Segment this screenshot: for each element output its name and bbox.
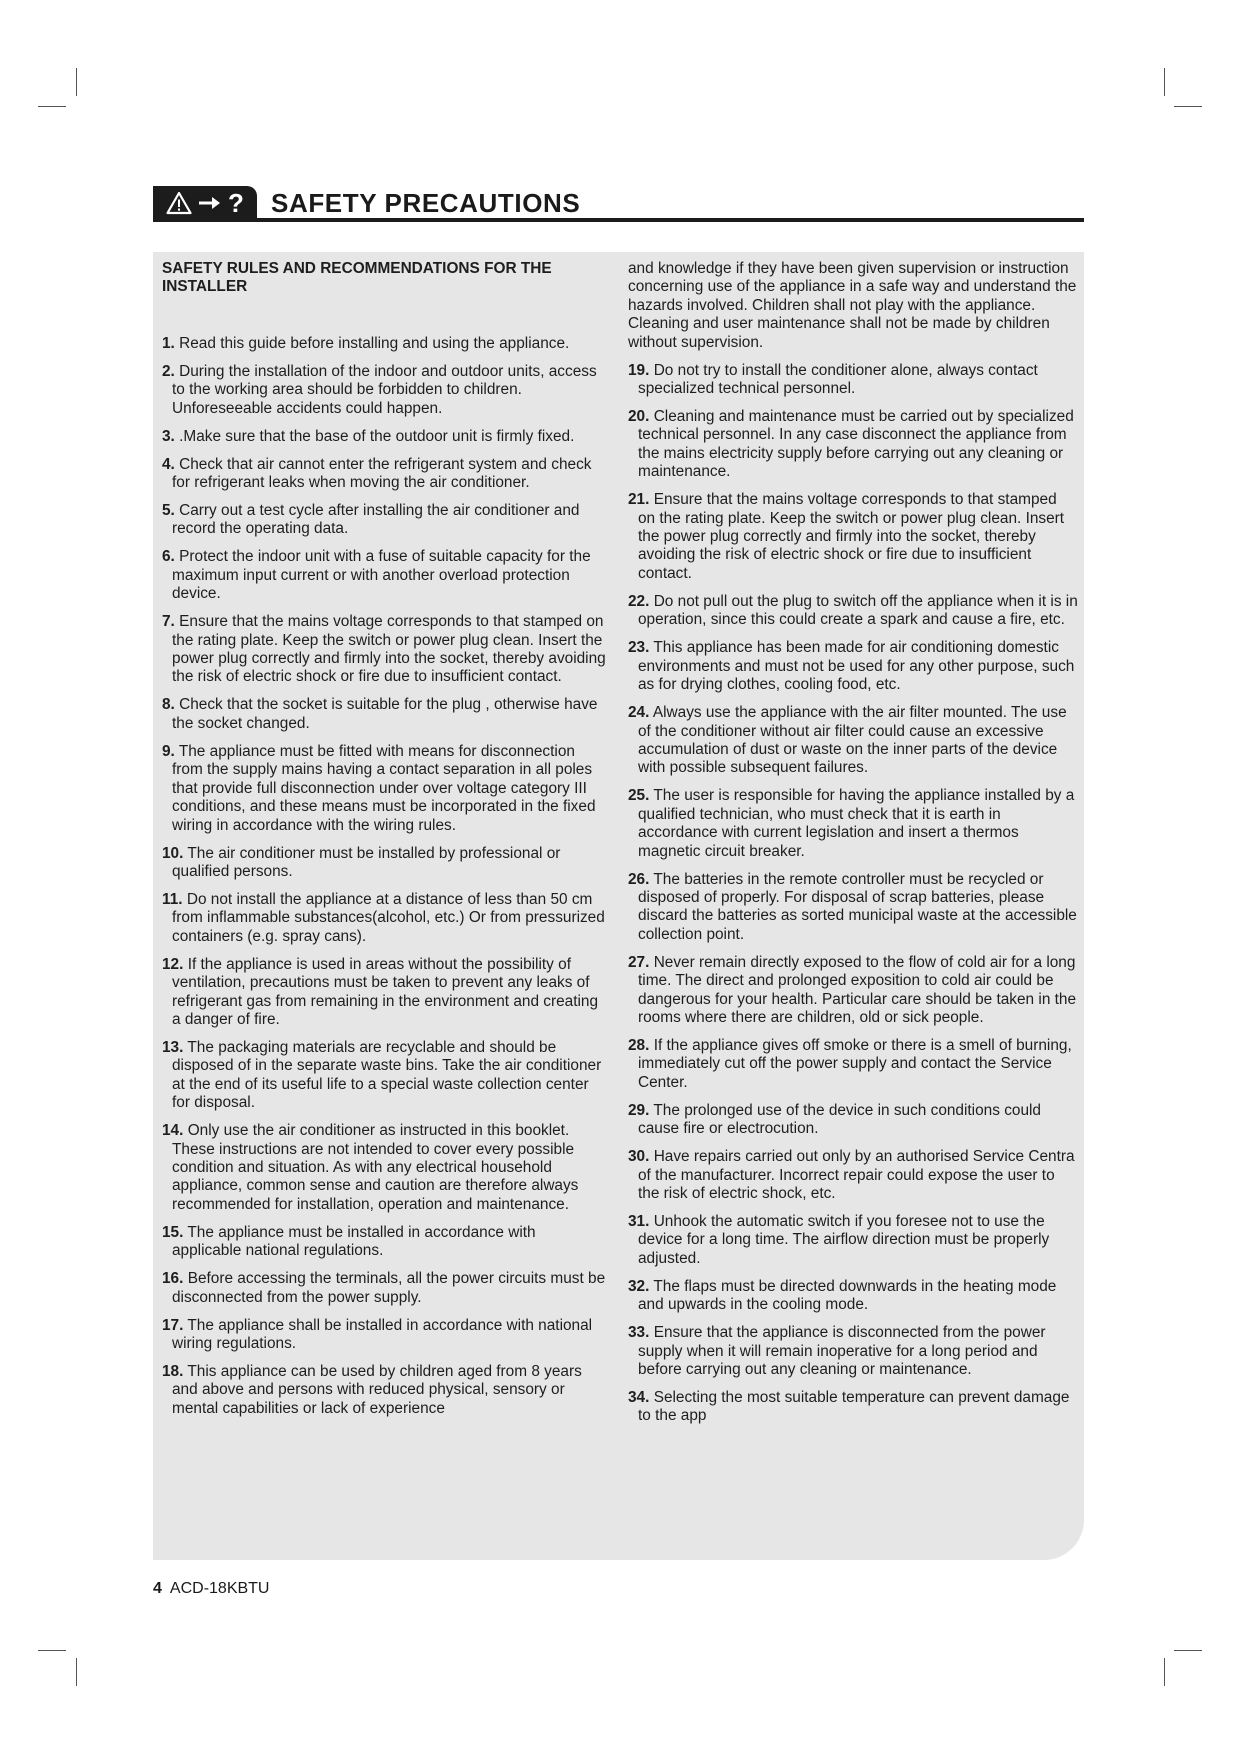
list-item: 10. The air conditioner must be installed by professional or qualified persons. bbox=[162, 844, 561, 880]
warning-triangle-icon bbox=[166, 191, 192, 215]
crop-mark bbox=[76, 1658, 77, 1686]
list-item: 22. Do not pull out the plug to switch off the appliance when it is in operation, since this could create a spark and cause a fire, etc. bbox=[628, 592, 1078, 629]
list-item: 12. If the appliance is used in areas without the possibility of ventilation, precautions must be taken to prevent any leaks of refrigerant gas from remaining in the environment and creating a danger of fire. bbox=[162, 955, 599, 1028]
crop-mark bbox=[76, 68, 77, 96]
header-divider bbox=[153, 218, 1084, 222]
crop-mark bbox=[38, 1650, 66, 1651]
list-item: 5. Carry out a test cycle after installing the air conditioner and record the operating data. bbox=[162, 502, 580, 538]
list-item: 9. The appliance must be fitted with means for disconnection from the supply mains having a contact separation in all poles that provide full disconnection under over voltage category III conditions, and these means must be incorporated in the fixed wiring in accordance with the wiring rules. bbox=[162, 742, 596, 834]
left-column bbox=[162, 260, 608, 1428]
list-item: 13. The packaging materials are recyclable and should be disposed of in the separate waste bins. Take the air conditioner at the end of its useful life to a special waste collection center for disposal. bbox=[162, 1038, 602, 1112]
list-item: 20. Cleaning and maintenance must be carried out by specialized technical personnel. In any case disconnect the appliance from the mains electricity supply before carrying out any cleaning or maintenance. bbox=[628, 408, 1074, 481]
list-item: 19. Do not try to install the conditioner alone, always contact specialized technical personnel. bbox=[628, 361, 1038, 398]
list-item: 15. The appliance must be installed in accordance with applicable national regulations. bbox=[162, 1223, 536, 1260]
list-item: 21. Ensure that the mains voltage corresponds to that stamped on the rating plate. Keep the switch or power plug clean. Insert the power plug correctly and firmly into the socket, thereby avoiding the risk of electric shock or fire due to insufficient contact. bbox=[628, 491, 1065, 582]
list-item: 3. .Make sure that the base of the outdoor unit is firmly fixed. bbox=[162, 427, 575, 445]
list-item: 7. Ensure that the mains voltage corresponds to that stamped on the rating plate. Keep the switch or power plug clean. Insert the power plug correctly and firmly into the socket, thereby avoiding the risk of electric shock or fire due to insufficient contact. bbox=[162, 613, 606, 686]
page-footer bbox=[153, 1580, 269, 1598]
list-item: 16. Before accessing the terminals, all the power circuits must be disconnected from the power supply. bbox=[162, 1270, 606, 1306]
section-title: SAFETY RULES AND RECOMMENDATIONS FOR THE INSTALLER bbox=[162, 260, 552, 296]
list-item: 28. If the appliance gives off smoke or there is a smell of burning, immediately cut off the power supply and contact the Service Center. bbox=[628, 1036, 1072, 1091]
crop-mark bbox=[1174, 106, 1202, 107]
list-item: 25. The user is responsible for having the appliance installed by a qualified technician, who must check that it is earth in accordance with current legislation and insert a thermos magnetic circuit breaker. bbox=[628, 787, 1075, 860]
arrow-right-icon bbox=[198, 195, 222, 211]
list-item: 26. The batteries in the remote controller must be recycled or disposed of properly. For disposal of scrap batteries, please discard the batteries as sorted municipal waste at the accessible collection point. bbox=[628, 870, 1077, 943]
model-name: ACD-18KBTU bbox=[169, 1580, 270, 1597]
list-item: 24. Always use the appliance with the air filter mounted. The use of the conditioner without air filter could cause an excessive accumulation of dust or waste on the inner parts of the device with possible subsequent failures. bbox=[628, 704, 1067, 777]
content-panel bbox=[153, 252, 1084, 1560]
section-header bbox=[153, 186, 1084, 222]
crop-mark bbox=[38, 106, 66, 107]
list-item: 18. This appliance can be used by children aged from 8 years and above and persons with reduced physical, sensory or mental capabilities or lack of experience bbox=[162, 1363, 582, 1417]
list-item: 32. The flaps must be directed downwards in the heating mode and upwards in the cooling mode. bbox=[628, 1277, 1057, 1314]
list-item: 29. The prolonged use of the device in such conditions could cause fire or electrocution. bbox=[628, 1101, 1041, 1138]
list-item: 27. Never remain directly exposed to the flow of cold air for a long time. The direct and prolonged exposition to cold air could be dangerous for your health. Particular care should be taken in the rooms where there are children, old or sick people. bbox=[628, 953, 1077, 1026]
list-item: 6. Protect the indoor unit with a fuse of suitable capacity for the maximum input current or with another overload protection device. bbox=[162, 548, 591, 603]
list-item: 14. Only use the air conditioner as instructed in this booklet. These instructions are not intended to cover every possible condition and situation. As with any electrical household appliance, common sense and caution are therefore always recommended for installation, operation and maintenance. bbox=[162, 1122, 579, 1213]
right-column bbox=[628, 260, 1078, 1435]
list-item: 11. Do not install the appliance at a distance of less than 50 cm from inflammable substances(alcohol, etc.) Or from pressurized containers (e.g. spray cans). bbox=[162, 890, 605, 945]
list-item: 1. Read this guide before installing and using the appliance. bbox=[162, 334, 570, 352]
crop-mark bbox=[1164, 1658, 1165, 1686]
continued-text: and knowledge if they have been given supervision or instruction concerning use of the appliance in a safe way and understand the hazards involved. Children shall not play with the appliance. Cleaning and user maintenance shall not be made by children without supervision. bbox=[628, 260, 1077, 351]
page-title: SAFETY PRECAUTIONS bbox=[271, 188, 581, 218]
list-item: 17. The appliance shall be installed in accordance with national wiring regulations. bbox=[162, 1316, 593, 1352]
header-icon-badge bbox=[153, 186, 257, 220]
crop-mark bbox=[1174, 1650, 1202, 1651]
list-item: 8. Check that the socket is suitable for the plug , otherwise have the socket changed. bbox=[162, 696, 598, 732]
list-item: 30. Have repairs carried out only by an authorised Service Centra of the manufacturer. Incorrect repair could expose the user to the risk of electric shock, etc. bbox=[628, 1148, 1075, 1202]
crop-mark bbox=[1164, 68, 1165, 96]
list-item: 34. Selecting the most suitable temperature can prevent damage to the app bbox=[628, 1389, 1070, 1425]
list-item: 4. Check that air cannot enter the refrigerant system and check for refrigerant leaks when moving the air conditioner. bbox=[162, 455, 592, 492]
list-item: 31. Unhook the automatic switch if you foresee not to use the device for a long time. The airflow direction must be properly adjusted. bbox=[628, 1213, 1050, 1267]
question-mark-icon: ? bbox=[228, 188, 244, 218]
list-item: 23. This appliance has been made for air conditioning domestic environments and must not be used for any other purpose, such as for drying clothes, cooling food, etc. bbox=[628, 639, 1075, 694]
page-number: 4 bbox=[153, 1580, 162, 1597]
list-item: 2. During the installation of the indoor and outdoor units, access to the working area should be forbidden to children. Unforeseeable accidents could happen. bbox=[162, 362, 597, 417]
list-item: 33. Ensure that the appliance is disconnected from the power supply when it will remain inoperative for a long period and before carrying out any cleaning or maintenance. bbox=[628, 1324, 1046, 1379]
